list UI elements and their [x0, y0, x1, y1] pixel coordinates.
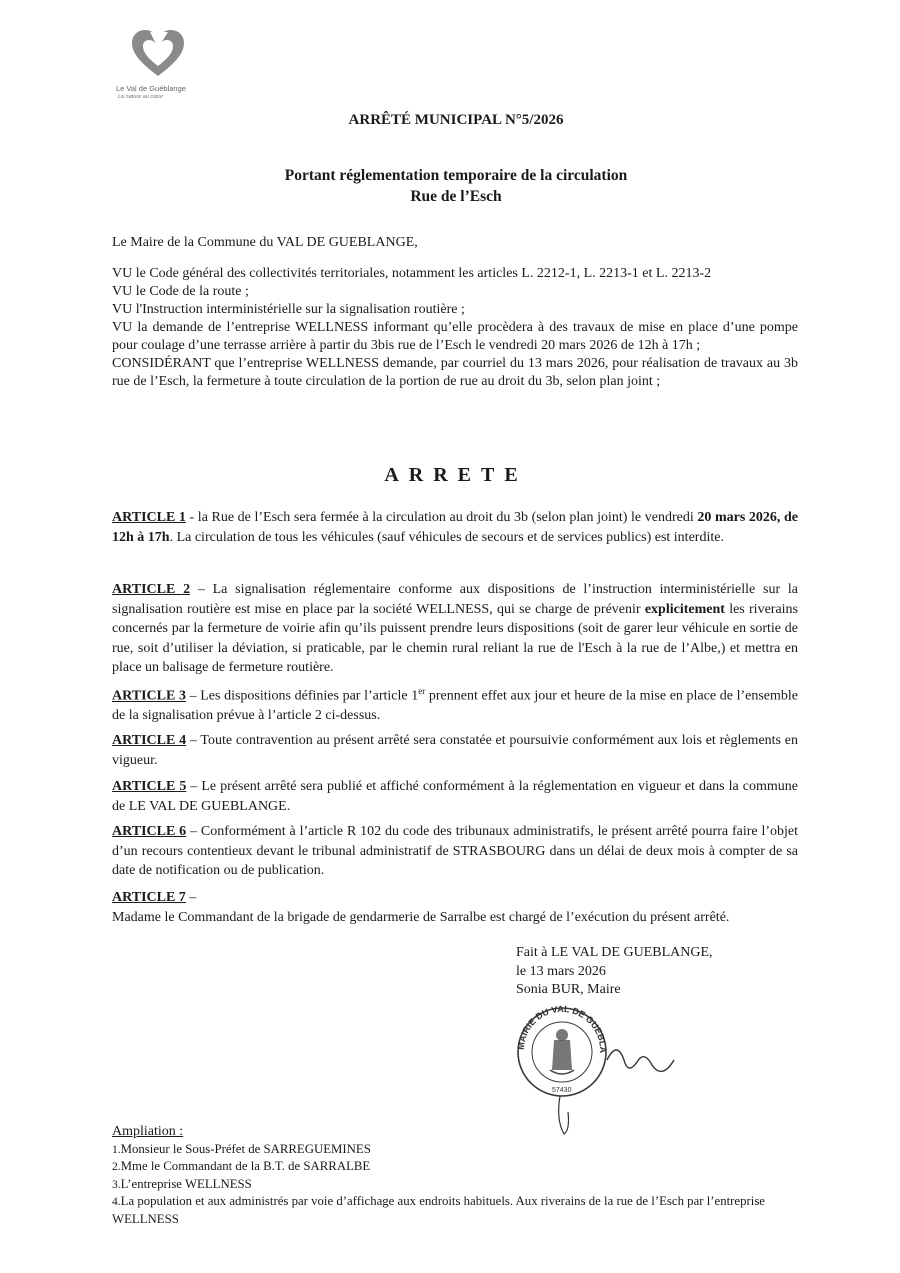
article-3-text-end: prennent effet aux jour et heure de la mise en place de l’ensemble de la signalisation prévue à l’article 2 ci-dessus. [112, 688, 798, 724]
article-6 [112, 822, 798, 881]
article-5 [112, 777, 798, 816]
vu-cgct: VU le Code général des collectivités territoriales, notamment les articles L. 2212-1, L. 2213-1 et L. 2213-2 [112, 266, 712, 281]
article-5-label: ARTICLE 5 [112, 779, 187, 794]
commune-logo [112, 28, 212, 108]
article-7 [112, 888, 798, 927]
ampliation [112, 1124, 812, 1227]
ampliation-item: 1.Monsieur le Sous-Préfet de SARREGUEMINES [112, 1141, 371, 1156]
article-2-text-end: les riverains concernés par la fermeture de voirie afin qu’ils puissent prendre leurs dispositions (soit de garer leur véhicule en sortie de rue, soit d’utiliser la déviation, si praticable, par le chemin rural reliant la rue de l'Esch à la rue de l’Albe,) et mettra en place un balisage de fermeture routière. [112, 601, 799, 675]
article-3-text: – Les dispositions définies par l’article 1 [185, 688, 419, 704]
article-2-text: – La signalisation réglementaire conforme aux dispositions de l’instruction interministérielle sur la signalisation routière est mise en place par la société WELLNESS, qui se charge de prévenir [112, 582, 798, 617]
vu-instruction: VU l'Instruction interministérielle sur la signalisation routière ; [112, 302, 465, 317]
article-3 [112, 682, 798, 726]
logo-name: Le Val de Guéblange [116, 84, 186, 93]
article-3-sup: er [418, 686, 426, 696]
article-7-text: – [185, 890, 197, 905]
signature-place: Fait à LE VAL DE GUEBLANGE, [516, 945, 713, 960]
article-4-text: – Toute contravention au présent arrêté sera constatée et poursuivie conformément aux lois et règlements en vigueur. [112, 733, 798, 768]
article-1-text-end: . La circulation de tous les véhicules (sauf véhicules de secours et de services publics) est interdite. [169, 529, 724, 545]
document-title: ARRÊTÉ MUNICIPAL N°5/2026 [348, 112, 564, 128]
article-1-text: - la Rue de l’Esch sera fermée à la circulation au droit du 3b (selon plan joint) le vendredi [185, 510, 698, 525]
signature-date: le 13 mars 2026 [516, 963, 606, 979]
preamble-block [112, 265, 798, 391]
article-2-bold: explicitement [644, 601, 725, 617]
article-1-dates: 20 mars 2026, de 12h à 17h [112, 510, 798, 545]
article-3-label: ARTICLE 3 [112, 688, 186, 704]
seal-stamp-icon [512, 1000, 692, 1140]
signature-name: Sonia BUR, Maire [516, 982, 621, 997]
article-4-label: ARTICLE 4 [112, 733, 187, 748]
article-7-line-2: Madame le Commandant de la brigade de gendarmerie de Sarralbe est chargé de l’exécution du présent arrêté. [112, 909, 730, 925]
article-6-text: – Conformément à l’article R 102 du code des tribunaux administratifs, le présent arrêté pourra faire l’objet d’un recours contentieux devant le tribunal administratif de STRASBOURG dans un délai de deux mois à compter de sa date de notification ou de publication. [112, 824, 798, 878]
document-subtitle [0, 165, 900, 207]
mairie-seal [512, 1000, 692, 1140]
ampliation-item: 3.L’entreprise WELLNESS [112, 1176, 252, 1191]
logo-tagline: La nature au cœur [118, 94, 164, 100]
article-5-text: – Le présent arrêté sera publié et affiché conformément à la réglementation en vigueur et dans la commune de LE VAL DE GUEBLANGE. [112, 779, 798, 814]
seal-text: MAIRIE DU VAL DE GUEBLA [515, 1003, 609, 1054]
article-7-label: ARTICLE 7 [112, 890, 186, 905]
subtitle-line-2: Rue de l’Esch [410, 188, 502, 205]
seal-code: 57430 [552, 1087, 572, 1094]
article-2-label: ARTICLE 2 [112, 582, 191, 597]
article-1-label: ARTICLE 1 [112, 510, 186, 525]
article-2 [112, 580, 798, 678]
ampliation-heading: Ampliation : [112, 1124, 184, 1139]
vu-demande: VU la demande de l’entreprise WELLNESS informant qu’elle procèdera à des travaux de mise en place d’une pompe pour coulage d’une terrasse arrière à partir du 3bis rue de l’Esch le vendredi 20 mars 2026 de 12h à 17h ; [112, 320, 798, 353]
signature-block [516, 944, 816, 1000]
preamble-intro: Le Maire de la Commune du VAL DE GUEBLANGE, [112, 235, 418, 250]
arrete-heading: ARRETE [384, 464, 528, 486]
ampliation-item: 2.Mme le Commandant de la B.T. de SARRALBE [112, 1159, 371, 1173]
ampliation-item: 4.La population et aux administrés par voie d’affichage aux endroits habituels. Aux riverains de la rue de l’Esch par l’entreprise WELLNESS [112, 1194, 765, 1226]
considerant: CONSIDÉRANT que l’entreprise WELLNESS demande, par courriel du 13 mars 2026, pour réalisation de travaux au 3b rue de l’Esch, la fermeture à toute circulation de la portion de rue au droit du 3b, selon plan joint ; [112, 356, 798, 389]
heart-logo-icon [128, 28, 188, 80]
article-1 [112, 508, 798, 547]
article-4 [112, 731, 798, 770]
article-6-label: ARTICLE 6 [112, 824, 187, 839]
vu-code-route: VU le Code de la route ; [112, 284, 249, 299]
subtitle-line-1: Portant réglementation temporaire de la circulation [284, 167, 628, 184]
